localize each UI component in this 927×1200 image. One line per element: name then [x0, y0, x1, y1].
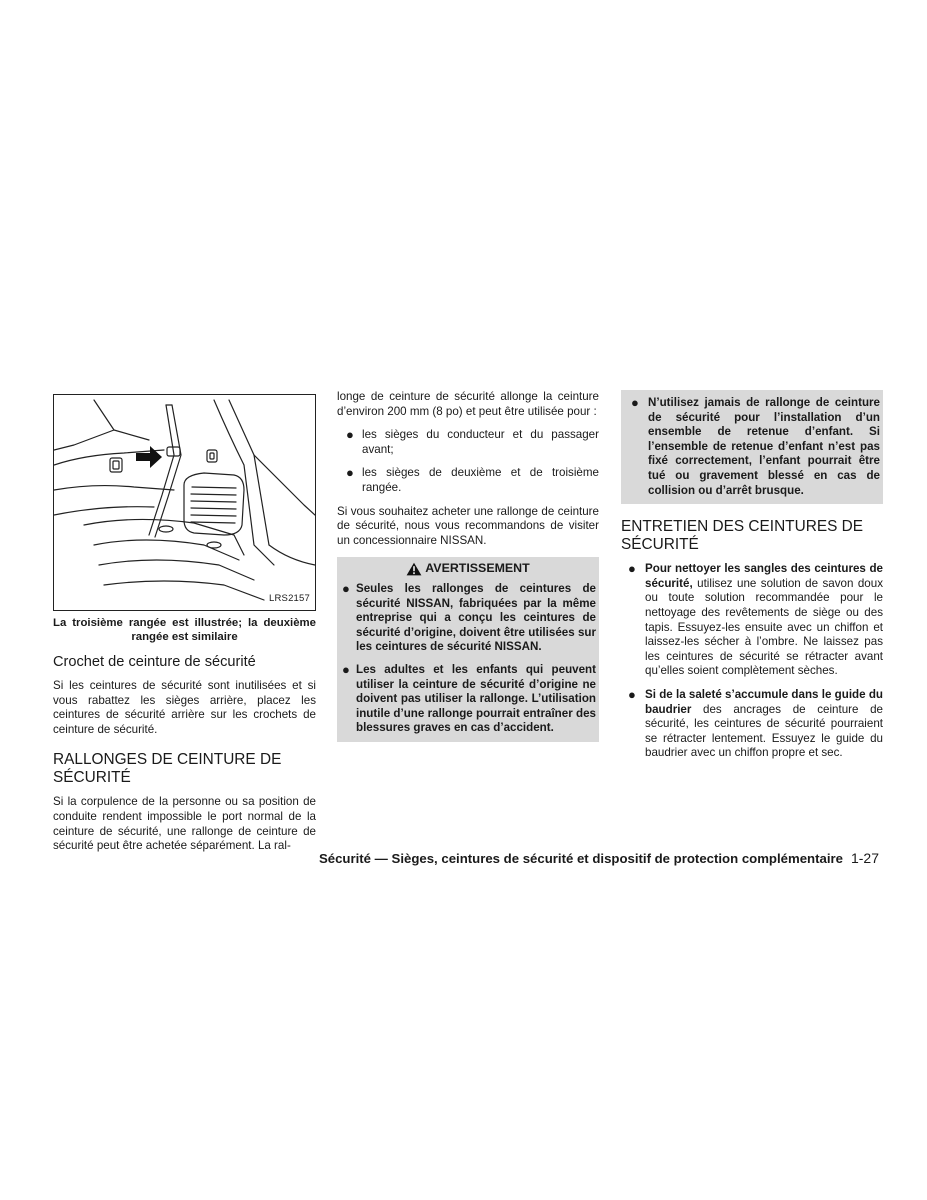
list-item: ● Pour nettoyer les sangles des ceintures de sécurité, utilisez une solution de savon doux ou toute solution recommandée pour le nettoyage des revêtements de siège ou des tapis. Essuyez-les ensuite avec un chiffon et laissez-les sécher à l’ombre. Ne laissez pas les ceintures de sécurité se rétracter avant qu’elles soient complètement sèches.	[628, 561, 883, 678]
warning-triangle-icon	[406, 562, 422, 576]
footer-section-title: Sécurité — Sièges, ceintures de sécurité et dispositif de protection complémentaire	[318, 851, 843, 866]
column-1	[53, 390, 316, 863]
extender-seat-list	[337, 428, 599, 495]
heading-seatbelt-hook: Crochet de ceinture de sécurité	[53, 654, 256, 670]
bullet-icon: ●	[342, 661, 350, 677]
seatbelt-hook-illustration	[53, 394, 316, 611]
figure-id-label: LRS2157	[268, 593, 310, 605]
paragraph-seatbelt-hook: Si les ceintures de sécurité sont inutilisées et si vous rabattez les sièges arrière, placez les ceintures de sécurité arrière sur les crochets de ceinture de sécurité.	[53, 679, 316, 736]
warning-list	[340, 582, 596, 736]
pointer-arrow-icon	[136, 446, 162, 468]
bullet-icon: ●	[631, 395, 639, 410]
bullet-icon: ●	[346, 465, 354, 481]
warning-list	[624, 396, 880, 498]
page-number: 1-27	[850, 850, 879, 866]
care-list	[621, 562, 883, 761]
bullet-icon: ●	[342, 580, 350, 596]
warning-box	[337, 557, 599, 742]
list-item: ● Si de la saleté s’accumule dans le guide du baudrier des ancrages de ceinture de sécurité, les ceintures de sécurité pourraient se rétracter lentement. Essuyez le guide du baudrier avec un chiffon propre et sec.	[628, 686, 883, 760]
page-footer	[319, 850, 879, 866]
paragraph-seatbelt-extenders: Si la corpulence de la personne ou sa position de conduite rendent impossible le port normal de la ceinture de sécurité, une rallonge de ceinture de sécurité peut être achetée séparément. La ral-	[53, 795, 316, 853]
column-2	[337, 390, 599, 742]
list-item: ● Seules les rallonges de ceintures de sécurité NISSAN, fabriquées par la même entreprise qui a conçu les ceintures de sécurité d’origine, doivent être utilisées sur les ceintures de sécurité NISSAN.	[342, 580, 596, 654]
column-3	[621, 390, 883, 770]
list-item: ● N’utilisez jamais de rallonge de ceinture de sécurité pour l’installation d’un ensemble de retenue d’enfant. Si l’ensemble de retenue d’enfant n’est pas fixé correctement, l’enfant pourrait être tué ou gravement blessé en cas de collision ou d’arrêt brusque.	[631, 395, 880, 497]
warning-box-continued	[621, 390, 883, 504]
bullet-icon: ●	[346, 427, 354, 443]
warning-title: AVERTISSEMENT	[425, 561, 530, 576]
bullet-icon: ●	[628, 561, 636, 577]
list-item: ● Les adultes et les enfants qui peuvent utiliser la ceinture de sécurité d’origine ne doivent pas utiliser la rallonge. L’utilisation inutile d’une rallonge pourrait entraîner des blessures graves en cas d’accident.	[342, 661, 596, 735]
heading-seatbelt-care: ENTRETIEN DES CEINTURES DE SÉCURITÉ	[621, 518, 864, 553]
list-item: ● les sièges de deuxième et de troisième rangée.	[346, 465, 599, 494]
heading-seatbelt-extenders: RALLONGES DE CEINTURE DE SÉCURITÉ	[53, 751, 282, 786]
paragraph-purchase: Si vous souhaitez acheter une rallonge de ceinture de sécurité, nous vous recommandons de visiter un concessionnaire NISSAN.	[337, 504, 599, 547]
warning-header	[340, 561, 596, 576]
figure-caption: La troisième rangée est illustrée; la deuxième rangée est similaire	[53, 617, 316, 643]
list-item: ● les sièges du conducteur et du passager avant;	[346, 427, 599, 456]
bullet-icon: ●	[628, 686, 636, 702]
paragraph-extender-continued: longe de ceinture de sécurité allonge la ceinture d’environ 200 mm (8 po) et peut être utilisée pour :	[337, 390, 599, 418]
cargo-area-drawing	[54, 395, 315, 610]
